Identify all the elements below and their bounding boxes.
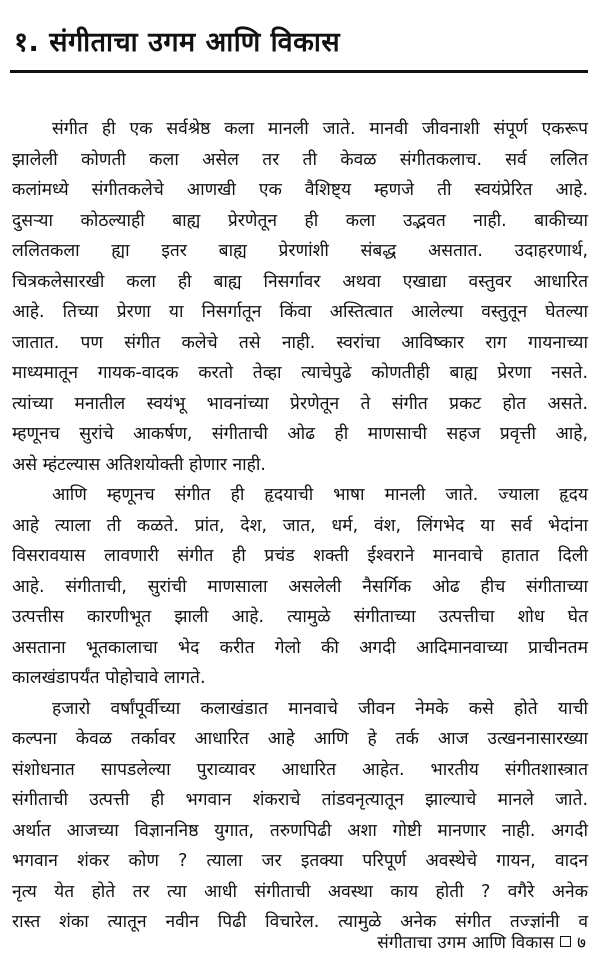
text-line: रास्त शंका त्यातून नवीन पिढी विचारेल. त्यामुळे अनेक संगीत तज्ज्ञांनी व: [12, 912, 588, 932]
running-title: संगीताचा उगम आणि विकास: [377, 933, 555, 953]
page-number: ७: [577, 933, 586, 953]
text-line: कालखंडापर्यंत पोहोचावे लागते.: [12, 668, 206, 688]
text-line: दुसऱ्या कोठल्याही बाह्य प्रेरणेतून ही कला उद्भवत नाही. बाकीच्या: [12, 210, 588, 231]
body-text: [12, 114, 588, 938]
paragraph-1: [12, 114, 588, 480]
text-line: त्यांच्या मनातील स्वयंभू भावनांच्या प्रेरणेतून ते संगीत प्रकट होत असते.: [12, 393, 588, 414]
text-line: आहे. संगीताची, सुरांची माणसाला असलेली नैसर्गिक ओढ हीच संगीताच्या: [12, 576, 588, 597]
text-line: चित्रकलेसारखी कला ही बाह्य निसर्गावर अथवा एखाद्या वस्तुवर आधारित: [12, 271, 588, 292]
text-line: नृत्य येत होते तर त्या आधी संगीताची अवस्था काय होती ? वगैरे अनेक: [12, 881, 588, 902]
chapter-title: १. संगीताचा उगम आणि विकास: [14, 27, 341, 58]
text-line: जातात. पण संगीत कलेचे तसे नाही. स्वरांचा आविष्कार राग गायनाच्या: [12, 332, 588, 353]
text-line: झालेली कोणती कला असेल तर ती केवळ संगीतकलाच. सर्व ललित: [12, 149, 588, 170]
square-ornament-icon: [560, 936, 571, 947]
text-line: असे म्हंटल्यास अतिशयोक्ती होणार नाही.: [12, 454, 266, 475]
text-line: आहे त्याला ती कळते. प्रांत, देश, जात, धर्म, वंश, लिंगभेद या सर्व भेदांना: [12, 515, 588, 536]
text-line: हजारो वर्षांपूर्वीच्या कलाखंडात मानवाचे जीवन नेमके कसे होते याची: [52, 698, 588, 719]
text-line: उत्पत्तीस कारणीभूत झाली आहे. त्यामुळे संगीताच्या उत्पत्तीचा शोध घेत: [12, 607, 588, 627]
text-line: आणि म्हणूनच संगीत ही हृदयाची भाषा मानली जाते. ज्याला हृदय: [52, 485, 588, 505]
text-line: कल्पना केवळ तर्कावर आधारित आहे आणि हे तर्क आज उत्खननासारख्या: [12, 729, 588, 749]
text-line: माध्यमातून गायक-वादक करतो तेव्हा त्याचेपुढे कोणतीही बाह्य प्रेरणा नसते.: [12, 363, 588, 383]
text-line: अर्थात आजच्या विज्ञाननिष्ठ युगात, तरुणपिढी अशा गोष्टी मानणार नाही. अगदी: [12, 820, 588, 841]
page-footer: [377, 930, 586, 953]
text-line: संगीत ही एक सर्वश्रेष्ठ कला मानली जाते. मानवी जीवनाशी संपूर्ण एकरूप: [52, 119, 588, 139]
text-line: भगवान शंकर कोण ? त्याला जर इतक्या परिपूर्ण अवस्थेचे गायन, वादन: [12, 851, 588, 871]
paragraph-3: [12, 694, 588, 938]
text-line: विसरावयास लावणारी संगीत ही प्रचंड शक्ती ईश्वराने मानवाचे हातात दिली: [12, 546, 588, 566]
text-line: ललितकला ह्या इतर बाह्य प्रेरणांशी संबद्ध असतात. उदाहरणार्थ,: [12, 241, 588, 261]
text-line: संगीताची उत्पत्ती ही भगवान शंकराचे तांडवनृत्यातून झाल्याचे मानले जाते.: [12, 790, 588, 810]
text-line: संशोधनात सापडलेल्या पुराव्यावर आधारित आहेत. भारतीय संगीतशास्त्रात: [12, 759, 588, 780]
paragraph-2: [12, 480, 588, 694]
title-underline: [10, 70, 588, 73]
text-line: आहे. तिच्या प्रेरणा या निसर्गातून किंवा अस्तित्वात आलेल्या वस्तुतून घेतल्या: [12, 302, 588, 322]
text-line: म्हणूनच सुरांचे आकर्षण, संगीताची ओढ ही माणसाची सहज प्रवृत्ती आहे,: [12, 424, 588, 444]
text-line: कलांमध्ये संगीतकलेचे आणखी एक वैशिष्ट्य म्हणजे ती स्वयंप्रेरित आहे.: [12, 180, 588, 200]
text-line: असताना भूतकालाचा भेद करीत गेलो की अगदी आदिमानवाच्या प्राचीनतम: [12, 637, 588, 658]
